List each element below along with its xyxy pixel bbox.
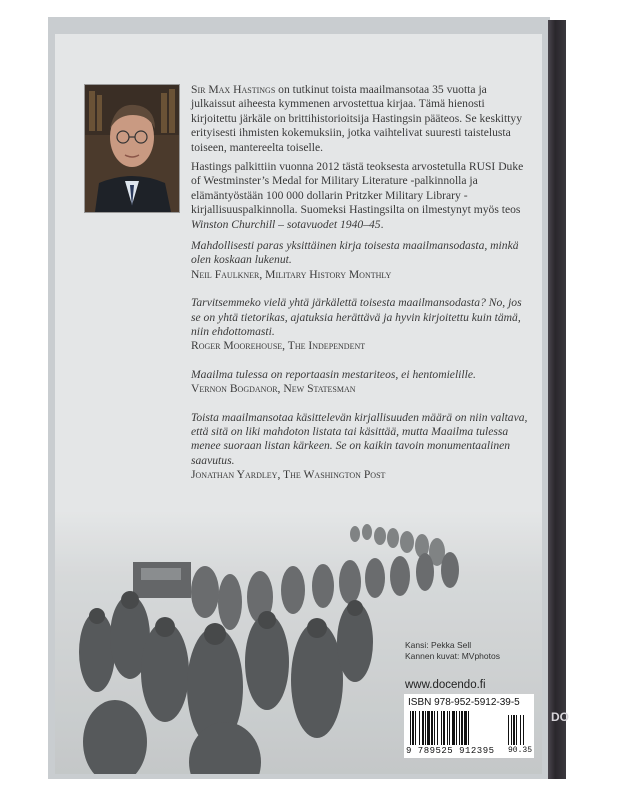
bio-paragraph-1-text: on tutkinut toista maailmansotaa 35 vuotta ja julkaissut aiheesta kymmenen arvostettua kirjaa. Tämä hienosti kirjoitettu järkäle on brittihistorioitsija Hastingsin pääteos. Se keskittyy erityisesti ihmisten kokemuksiin, jotka vaihtelivat suuresti taistelusta toiseen, mantereelta toiselle. [191, 83, 523, 154]
quote-source: Roger Moorehouse, The Independent [191, 339, 366, 353]
quote-text: Mahdollisesti paras yksittäinen kirja toisesta maailmansodasta, minkä olen koskaan lukenut. [191, 239, 519, 267]
review-quote [191, 368, 531, 397]
review-quote [191, 239, 531, 282]
cover-designer-credit: Kansi: Pekka Sell [405, 640, 472, 650]
review-quotes [191, 239, 531, 497]
barcode-digits: 9 789525 912395 [406, 746, 495, 756]
barcode-box [404, 694, 534, 758]
quote-text: Tarvitsemmeko vielä yhtä järkälettä toisesta maailmansodasta? No, jos se on yhtä tietorikas, ajatuksia herättävä ja hyvin kirjoitettu kuin tämä, niin ehdottomasti. [191, 296, 522, 339]
bio-paragraph-1 [191, 83, 531, 155]
quote-source: Jonathan Yardley, The Washington Post [191, 468, 386, 482]
cover-photo-credit: Kannen kuvat: MVphotos [405, 651, 500, 661]
author-portrait-photo [84, 84, 180, 213]
back-cover [55, 34, 542, 774]
author-name: Sir Max Hastings [191, 83, 276, 96]
spine-publisher-logo: DO [551, 710, 569, 724]
bio-paragraph-2-text: Hastings palkittiin vuonna 2012 tästä teoksesta arvostetulla RUSI Duke of Westminster’s Medal for Military Literature -palkinnolla ja elämäntyöstään 100 000 dollarin Pritzker Military Library -kirjallisuuspalkinnolla. Suomeksi Hastingsilta on ilmestynyt myös teos [191, 160, 524, 217]
isbn-label: ISBN 978-952-5912-39-5 [408, 697, 520, 708]
quote-text: Maailma tulessa on reportaasin mestariteos, ei hentomielille. [191, 367, 476, 381]
publisher-website: www.docendo.fi [405, 679, 486, 691]
bio-paragraph-2 [191, 160, 531, 232]
quote-source: Neil Faulkner, Military History Monthly [191, 267, 392, 281]
review-quote [191, 411, 531, 483]
quote-source: Vernon Bogdanor, New Statesman [191, 382, 356, 396]
review-quote [191, 296, 531, 354]
author-bio [191, 83, 531, 232]
cover-credits [405, 640, 500, 662]
barcode-addon-digits: 90.35 [508, 746, 533, 755]
barcode-bars [410, 711, 532, 747]
spine-title-decoration [540, 140, 580, 400]
bio-book-title: Winston Churchill – sotavuodet 1940–45 [191, 217, 381, 231]
bio-paragraph-2-end: . [380, 217, 384, 231]
quote-text: Toista maailmansotaa käsittelevän kirjallisuuden määrä on niin valtava, että sitä on liki mahdoton listata tai käsittää, mutta Maailma tulessa menee suoraan listan kärkeen. Se on kaikin tavoin monumentaalinen saavutus. [191, 410, 528, 467]
